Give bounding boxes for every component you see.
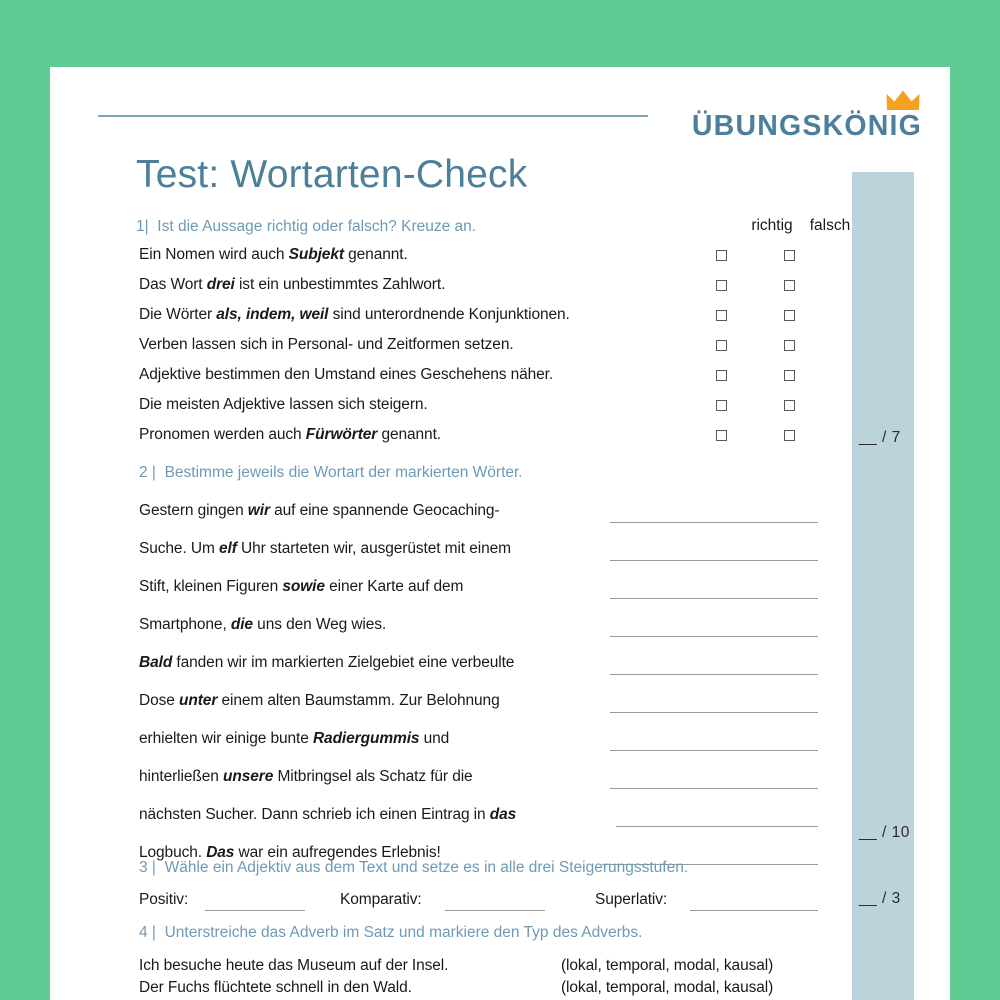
task-2-line — [139, 578, 463, 596]
checkbox-falsch-3[interactable] — [784, 310, 795, 321]
statement-emphasis: Subjekt — [288, 246, 344, 263]
task-1-statement — [139, 426, 441, 444]
line-post: uns den Weg wies. — [252, 616, 387, 633]
line-post: einem alten Baumstamm. Zur Belohnung — [217, 692, 500, 709]
line-emphasis: Radiergummis — [312, 730, 420, 747]
task-1-heading — [136, 218, 476, 236]
line-pre: Stift, kleinen Figuren — [139, 578, 283, 595]
checkbox-falsch-7[interactable] — [784, 430, 795, 441]
task-1-statement — [139, 276, 445, 294]
task-4-heading — [139, 924, 642, 942]
checkbox-falsch-4[interactable] — [784, 340, 795, 351]
statement-pre: Die Wörter — [139, 306, 217, 323]
field-label-positiv: Positiv: — [139, 891, 189, 908]
input-line-komparativ[interactable] — [445, 910, 545, 911]
answer-line-7[interactable] — [610, 750, 818, 751]
line-pre: Gestern gingen — [139, 502, 248, 519]
task-2-heading-text: Bestimme jeweils die Wortart der markierten Wörter. — [164, 464, 523, 481]
answer-line-8[interactable] — [610, 788, 818, 789]
checkbox-richtig-1[interactable] — [716, 250, 727, 261]
statement-pre: Das Wort — [139, 276, 207, 293]
line-emphasis: elf — [218, 540, 237, 557]
line-pre: nächsten Sucher. Dann schrieb ich einen Eintrag in — [139, 806, 490, 823]
task-3-heading-text: Wähle ein Adjektiv aus dem Text und setze es in alle drei Steigerungsstufen. — [164, 859, 689, 876]
statement-post: sind unterordnende Konjunktionen. — [328, 306, 570, 323]
line-emphasis: unsere — [223, 768, 274, 785]
line-emphasis: wir — [247, 502, 270, 519]
score-task-2: __ / 10 — [859, 824, 910, 841]
line-emphasis: sowie — [282, 578, 325, 595]
score-task-1: __ / 7 — [859, 429, 901, 446]
line-post: Mitbringsel als Schatz für die — [273, 768, 473, 785]
score-band — [852, 172, 914, 1000]
field-label-komparativ: Komparativ: — [340, 891, 422, 908]
task-1-heading-text: Ist die Aussage richtig oder falsch? Kreuze an. — [157, 218, 477, 235]
answer-line-3[interactable] — [610, 598, 818, 599]
input-line-positiv[interactable] — [205, 910, 305, 911]
checkbox-richtig-7[interactable] — [716, 430, 727, 441]
line-post: auf eine spannende Geocaching- — [269, 502, 500, 519]
task-1-statement — [139, 306, 570, 324]
statement-post: ist ein unbestimmtes Zahlwort. — [234, 276, 446, 293]
statement-pre: Verben lassen sich in Personal- und Zeitformen setzen. — [139, 336, 514, 353]
line-post: einer Karte auf dem — [324, 578, 464, 595]
crown-icon — [886, 90, 920, 112]
field-label-superlativ: Superlativ: — [595, 891, 668, 908]
task-2-line — [139, 502, 499, 520]
worksheet-page — [50, 67, 950, 1000]
statement-emphasis: als, indem, weil — [216, 306, 329, 323]
task-2-line — [139, 806, 516, 824]
task-2-line — [139, 730, 449, 748]
column-header-richtig: richtig — [751, 217, 793, 234]
task-4-heading-text: Unterstreiche das Adverb im Satz und markiere den Typ des Adverbs. — [164, 924, 643, 941]
checkbox-richtig-3[interactable] — [716, 310, 727, 321]
line-pre: Smartphone, — [139, 616, 231, 633]
task-2-line — [139, 616, 386, 634]
statement-post: genannt. — [343, 246, 408, 263]
checkbox-richtig-5[interactable] — [716, 370, 727, 381]
task-2-line — [139, 768, 473, 786]
line-post: Uhr starteten wir, ausgerüstet mit einem — [236, 540, 511, 557]
answer-line-5[interactable] — [610, 674, 818, 675]
checkbox-falsch-6[interactable] — [784, 400, 795, 411]
line-emphasis: das — [489, 806, 517, 823]
checkbox-richtig-6[interactable] — [716, 400, 727, 411]
task-2-line — [139, 540, 511, 558]
answer-line-2[interactable] — [610, 560, 818, 561]
checkbox-falsch-1[interactable] — [784, 250, 795, 261]
line-post: fanden wir im markierten Zielgebiet eine verbeulte — [172, 654, 515, 671]
checkbox-falsch-5[interactable] — [784, 370, 795, 381]
task-2-heading — [139, 464, 523, 482]
checkbox-richtig-4[interactable] — [716, 340, 727, 351]
line-pre: Dose — [139, 692, 179, 709]
line-emphasis: die — [230, 616, 253, 633]
line-emphasis: unter — [179, 692, 218, 709]
page-title: Test: Wortarten-Check — [136, 153, 528, 196]
statement-pre: Adjektive bestimmen den Umstand eines Geschehens näher. — [139, 366, 554, 383]
task-1-statement — [139, 396, 428, 414]
task-2-line — [139, 692, 500, 710]
header-rule — [98, 115, 648, 117]
line-emphasis: Bald — [139, 654, 173, 671]
task-4-sentence: Ich besuche heute das Museum auf der Insel. — [139, 957, 449, 974]
input-line-superlativ[interactable] — [690, 910, 818, 911]
task-1-number: 1| — [136, 218, 149, 235]
score-task-3: __ / 3 — [859, 890, 901, 907]
answer-line-6[interactable] — [610, 712, 818, 713]
statement-pre: Ein Nomen wird auch — [139, 246, 289, 263]
line-emphasis: Das — [206, 844, 235, 861]
statement-emphasis: drei — [206, 276, 235, 293]
logo-text: ÜBUNGSKÖNIG — [691, 109, 922, 142]
checkbox-richtig-2[interactable] — [716, 280, 727, 291]
task-1-statement — [139, 246, 408, 264]
line-pre: hinterließen — [139, 768, 223, 785]
line-post: war ein aufregendes Erlebnis! — [234, 844, 441, 861]
task-4-options: (lokal, temporal, modal, kausal) — [561, 957, 774, 974]
checkbox-falsch-2[interactable] — [784, 280, 795, 291]
statement-pre: Die meisten Adjektive lassen sich steigern. — [139, 396, 428, 413]
line-pre: Logbuch. — [139, 844, 207, 861]
statement-emphasis: Fürwörter — [305, 426, 378, 443]
task-2-number: 2 | — [139, 464, 156, 481]
task-4-options: (lokal, temporal, modal, kausal) — [561, 979, 774, 996]
line-post: und — [419, 730, 450, 747]
line-pre: erhielten wir einige bunte — [139, 730, 313, 747]
answer-line-1[interactable] — [610, 522, 818, 523]
task-4-sentence: Der Fuchs flüchtete schnell in den Wald. — [139, 979, 412, 996]
column-header-falsch: falsch — [809, 217, 851, 234]
statement-pre: Pronomen werden auch — [139, 426, 306, 443]
ubungskonig-logo — [692, 100, 922, 140]
task-3-number: 3 | — [139, 859, 156, 876]
statement-post: genannt. — [377, 426, 441, 443]
task-2-line — [139, 654, 514, 672]
task-3-heading — [139, 859, 688, 877]
answer-line-9[interactable] — [616, 826, 818, 827]
task-1-statement — [139, 366, 553, 384]
task-4-number: 4 | — [139, 924, 156, 941]
task-1-statement — [139, 336, 514, 354]
answer-line-4[interactable] — [610, 636, 818, 637]
line-pre: Suche. Um — [139, 540, 219, 557]
